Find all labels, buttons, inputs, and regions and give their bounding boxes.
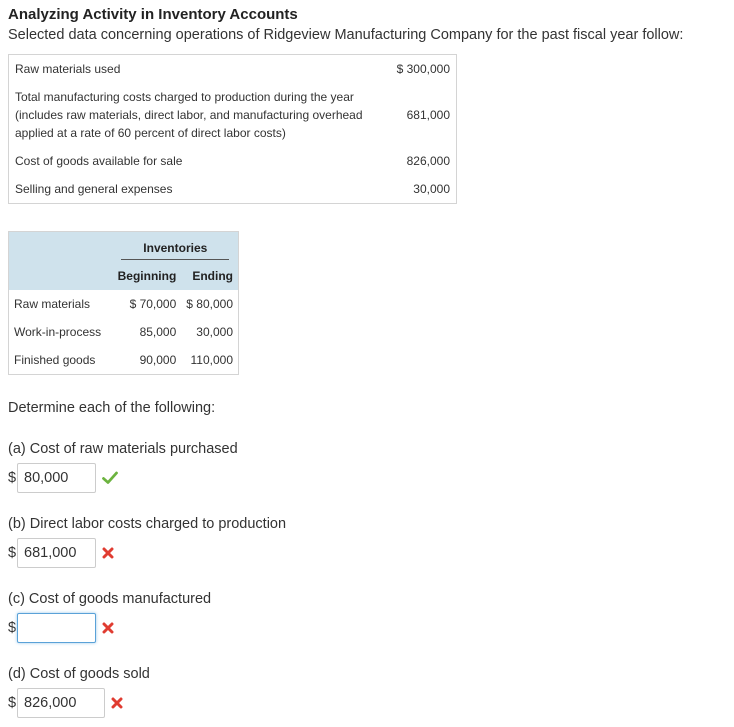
page-subtitle: Selected data concerning operations of Ridgeview Manufacturing Company for the past fiscal year follow: — [8, 27, 684, 43]
inventory-ending: 110,000 — [190, 353, 233, 367]
currency-symbol: $ — [8, 470, 17, 486]
currency-symbol: $ — [8, 545, 17, 561]
question-c-label: (c) Cost of goods manufactured — [8, 591, 212, 607]
inventories-header-row — [9, 232, 239, 263]
row-value: $ 300,000 — [396, 62, 450, 76]
inventories-group-header: Inventories — [121, 241, 229, 260]
table-row — [9, 318, 239, 346]
answer-a-input[interactable] — [17, 463, 96, 493]
inventory-ending: 30,000 — [196, 325, 233, 339]
inventory-label: Raw materials — [14, 297, 91, 311]
question-a-label: (a) Cost of raw materials purchased — [8, 441, 238, 457]
table-row — [9, 55, 457, 84]
question-c-row — [8, 611, 114, 645]
table-row — [9, 147, 457, 175]
currency-symbol: $ — [8, 695, 17, 711]
answer-d-input[interactable] — [17, 688, 105, 718]
row-value: 826,000 — [406, 154, 450, 168]
col-ending: Ending — [192, 269, 233, 283]
question-a-row — [8, 461, 118, 495]
answer-c-input[interactable] — [17, 613, 96, 643]
row-label: Selling and general expenses — [15, 182, 173, 196]
question-d-label: (d) Cost of goods sold — [8, 666, 150, 682]
instructions: Determine each of the following: — [8, 400, 216, 416]
inventory-label: Work-in-process — [14, 325, 102, 339]
inventories-table — [8, 231, 239, 375]
question-b-row — [8, 536, 114, 570]
inventory-beginning: 90,000 — [139, 353, 177, 367]
row-label: Raw materials used — [15, 62, 121, 76]
check-icon — [102, 471, 118, 485]
inventory-beginning: 85,000 — [139, 325, 177, 339]
inventory-ending: $ 80,000 — [186, 297, 233, 311]
x-mark-icon — [102, 622, 114, 634]
table-row — [9, 83, 457, 147]
data-table — [8, 54, 457, 204]
question-d-row — [8, 686, 123, 720]
page-title: Analyzing Activity in Inventory Accounts — [8, 6, 298, 23]
x-mark-icon — [111, 697, 123, 709]
currency-symbol: $ — [8, 620, 17, 636]
col-beginning: Beginning — [117, 269, 177, 283]
table-row — [9, 175, 457, 204]
inventories-column-row — [9, 262, 239, 290]
table-row — [9, 346, 239, 375]
inventory-beginning: $ 70,000 — [129, 297, 177, 311]
row-value: 30,000 — [413, 182, 450, 196]
question-b-label: (b) Direct labor costs charged to production — [8, 516, 287, 532]
row-label: Total manufacturing costs charged to production during the year (includes raw materials, direct labor, and manufacturing overhead applied at a rate of 60 percent of direct labor costs) — [15, 90, 363, 140]
answer-b-input[interactable] — [17, 538, 96, 568]
table-row — [9, 290, 239, 318]
row-label: Cost of goods available for sale — [15, 154, 183, 168]
x-mark-icon — [102, 547, 114, 559]
inventory-label: Finished goods — [14, 353, 96, 367]
row-value: 681,000 — [406, 108, 450, 122]
